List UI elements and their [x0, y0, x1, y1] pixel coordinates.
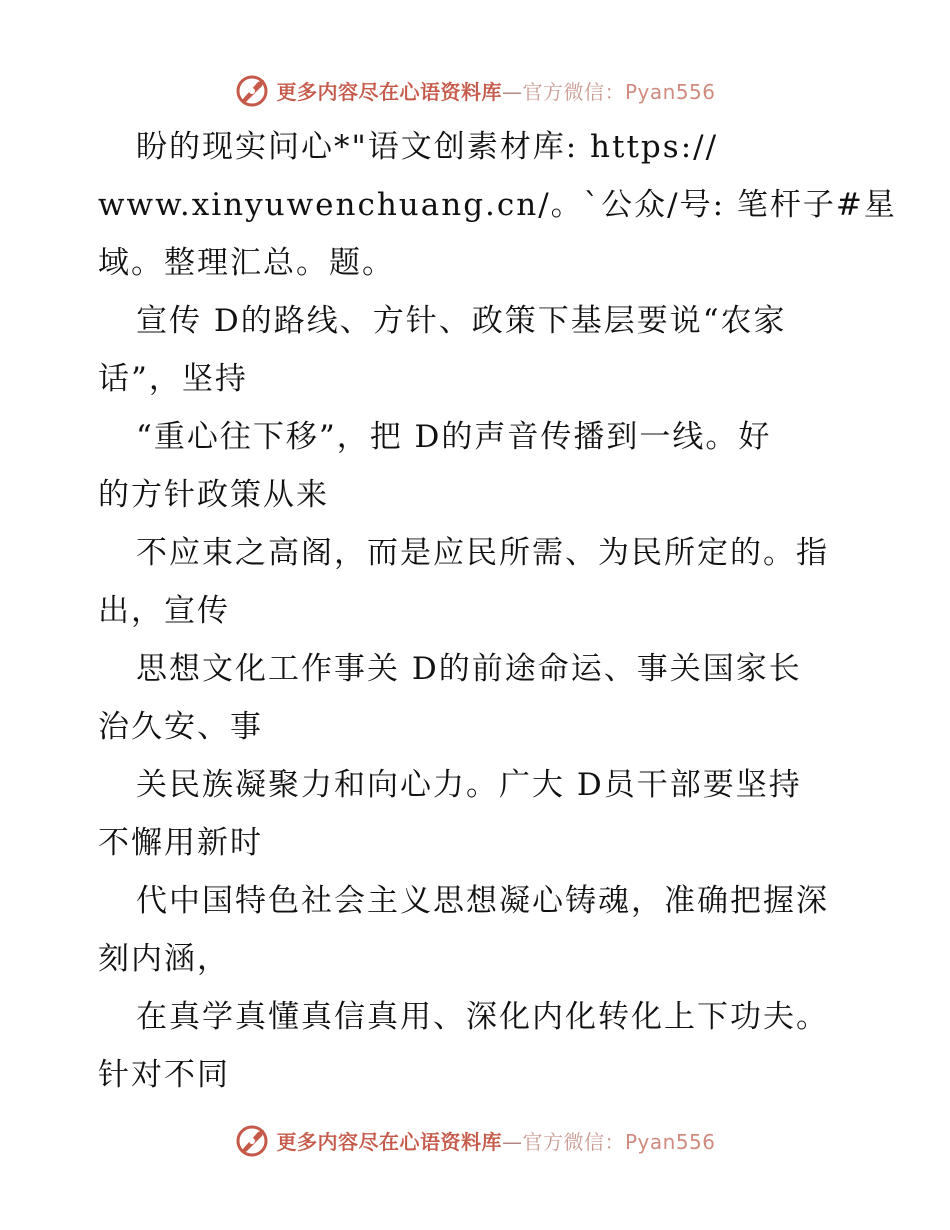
pen-nib-icon: [234, 72, 270, 108]
banner-dash: —: [501, 1129, 523, 1154]
footer-banner-text: [276, 1126, 715, 1155]
body-line: 刻内涵，: [98, 941, 230, 977]
body-line: 治久安、事: [98, 709, 263, 745]
body-line: 盼的现实问心*"语文创素材库: https://: [136, 129, 719, 165]
banner-dash: —: [501, 79, 523, 104]
header-banner-text: [276, 76, 715, 105]
banner-site-text: 更多内容尽在心语资料库: [276, 1129, 502, 1154]
banner-wechat-id: Pyan556: [624, 79, 716, 104]
body-line: 代中国特色社会主义思想凝心铸魂，准确把握深: [136, 883, 829, 919]
body-line: 关民族凝聚力和向心力。广大 D员干部要坚持: [136, 767, 802, 803]
body-line: 思想文化工作事关 D的前途命运、事关国家长: [136, 651, 802, 687]
body-line: 域。整理汇总。题。: [98, 245, 395, 281]
body-line: 在真学真懂真信真用、深化内化转化上下功夫。: [136, 999, 829, 1035]
banner-wechat-label: 官方微信：: [522, 79, 625, 104]
banner-wechat-id: Pyan556: [624, 1129, 716, 1154]
header-banner: [0, 70, 950, 110]
header-banner-content: [234, 72, 715, 108]
body-line: 话”，坚持: [98, 361, 248, 397]
pen-nib-icon: [234, 1122, 270, 1158]
banner-wechat-label: 官方微信：: [522, 1129, 625, 1154]
body-line: 不懈用新时: [98, 825, 263, 861]
body-line: 不应束之高阁，而是应民所需、为民所定的。指: [136, 535, 829, 571]
body-line: 出，宣传: [98, 593, 230, 629]
footer-banner: [0, 1120, 950, 1160]
body-line: “重心往下移”，把 D的声音传播到一线。好: [136, 419, 772, 455]
banner-site-text: 更多内容尽在心语资料库: [276, 79, 502, 104]
body-line: 的方针政策从来: [98, 477, 329, 513]
body-line: 针对不同: [98, 1057, 230, 1093]
body-line: 宣传 D的路线、方针、政策下基层要说“农家: [136, 303, 787, 339]
footer-banner-content: [234, 1122, 715, 1158]
body-line: www.xinyuwenchuang.cn/。`公众/号: 笔杆子#星: [98, 187, 897, 223]
document-body: [98, 118, 897, 1104]
